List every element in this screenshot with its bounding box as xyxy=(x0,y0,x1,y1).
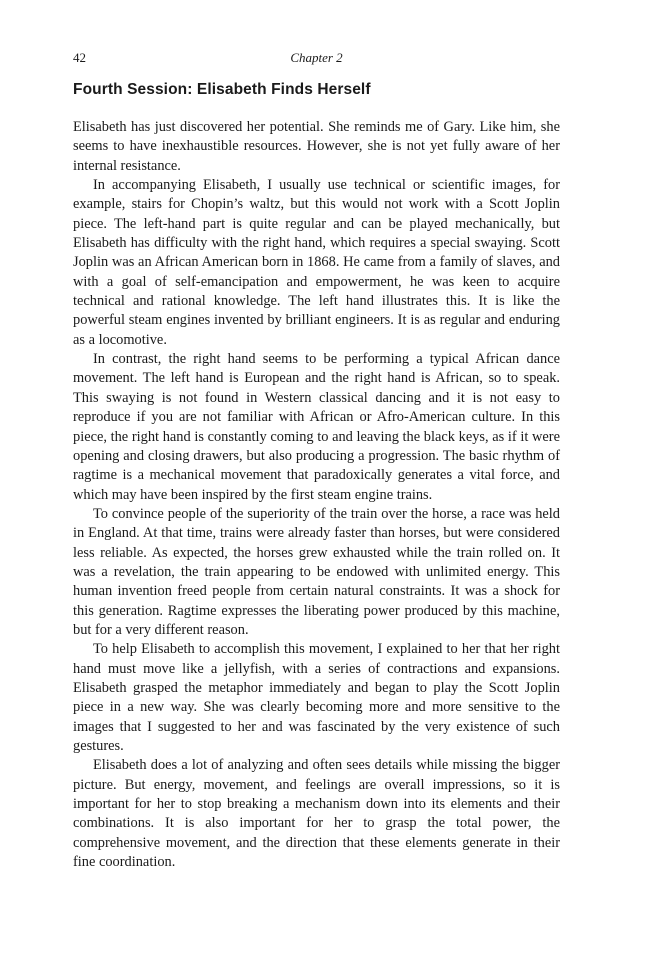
body-text xyxy=(73,118,560,872)
chapter-label: Chapter 2 xyxy=(290,50,343,65)
book-page xyxy=(73,50,560,872)
paragraph: In contrast, the right hand seems to be performing a typical African dance movement. The left hand is European and the right hand is African, so to speak. This swaying is not found in Western classical dancing and it is not easy to reproduce if you are not familiar with African or Afro-American culture. In this piece, the right hand is constantly coming to and leaving the black keys, as if it were opening and closing drawers, but also producing a progression. The basic rhythm of ragtime is a mechanical movement that paradoxically generates a vital force, and which may have been inspired by the first steam engine trains. xyxy=(73,351,560,503)
paragraph: To convince people of the superiority of the train over the horse, a race was held in England. At that time, trains were already faster than horses, but were considered less reliable. As expected, the horses grew exhausted while the train rolled on. It was a revelation, the train appearing to be endowed with unlimited energy. This human invention freed people from certain natural constraints. It was a shock for this generation. Ragtime expresses the liberating power produced by this machine, but for a very different reason. xyxy=(73,505,560,638)
paragraph: To help Elisabeth to accomplish this movement, I explained to her that her right hand must move like a jellyfish, with a series of contractions and expansions. Elisabeth grasped the metaphor immediately and began to play the Scott Joplin piece in a new way. She was clearly becoming more and more sensitive to the images that I suggested to her and was fascinated by the very existence of such gestures. xyxy=(73,641,560,754)
paragraph: In accompanying Elisabeth, I usually use technical or scientific images, for example, stairs for Chopin’s waltz, but this would not work with a Scott Joplin piece. The left-hand part is quite regular and can be played mechanically, but Elisabeth has difficulty with the right hand, which requires a special swaying. Scott Joplin was an African American born in 1868. He came from a family of slaves, and with a goal of self-emancipation and empowerment, he was keen to acquire technical and rational knowledge. The left hand illustrates this. It is like the powerful steam engines invented by brilliant engineers. It is as regular and enduring as a locomotive. xyxy=(73,177,560,348)
paragraph: Elisabeth does a lot of analyzing and often sees details while missing the bigger picture. But energy, movement, and feelings are overall impressions, so it is important for her to stop breaking a mechanism down into its elements and their combinations. It is also important for her to grasp the total power, the comprehensive movement, and the direction that these elements generate in their fine coordination. xyxy=(73,757,560,871)
page-number: 42 xyxy=(73,50,86,65)
section-title: Fourth Session: Elisabeth Finds Herself xyxy=(73,81,371,98)
paragraph: Elisabeth has just discovered her potential. She reminds me of Gary. Like him, she seems to have inexhaustible resources. However, she is not yet fully aware of her internal resistance. xyxy=(73,119,560,174)
running-head xyxy=(73,50,560,72)
